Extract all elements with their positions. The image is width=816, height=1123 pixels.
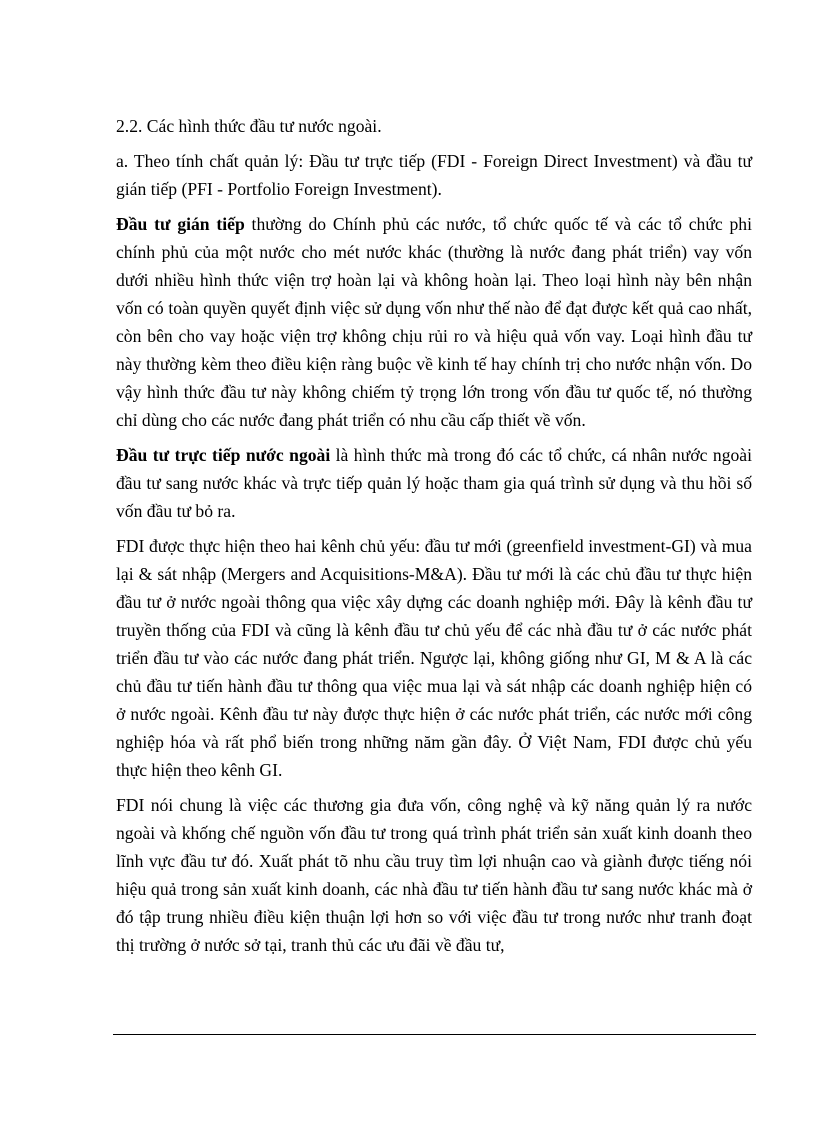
indirect-investment-text: thường do Chính phủ các nước, tổ chức quốc tế và các tổ chức phi chính phủ của một nước cho mét nước khác (thường là nước đang phát triển) vay vốn dưới nhiều hình thức viện trợ hoàn lại và không hoàn lại. Theo loại hình này bên nhận vốn có toàn quyền quyết định việc sử dụng vốn như thế nào để đạt được kết quả cao nhất, còn bên cho vay hoặc viện trợ không chịu rủi ro và hiệu quả vốn vay. Loại hình đầu tư này thường kèm theo điều kiện ràng buộc về kinh tế hay chính trị cho nước nhận vốn. Do vậy hình thức đầu tư này không chiếm tỷ trọng lớn trong vốn đầu tư quốc tế, nó thường chỉ dùng cho các nước đang phát triển có nhu cầu cấp thiết về vốn.: [116, 214, 752, 430]
paragraph-management-type: a. Theo tính chất quản lý: Đầu tư trực tiếp (FDI - Foreign Direct Investment) và đầu tư gián tiếp (PFI - Portfolio Foreign Investment).: [116, 151, 752, 199]
paragraph-indirect-investment: [116, 210, 752, 434]
paragraph-fdi-general: FDI nói chung là việc các thương gia đưa vốn, công nghệ và kỹ năng quản lý ra nước ngoài và khống chế nguồn vốn đầu tư trong quá trình phát triển sản xuất kinh doanh theo lĩnh vực đầu tư đó. Xuất phát tõ nhu cầu truy tìm lợi nhuận cao và giành được tiếng nói hiệu quả trong sản xuất kinh doanh, các nhà đầu tư tiến hành đầu tư sang nước khác mà ở đó tập trung nhiều điều kiện thuận lợi hơn so với việc đầu tư trong nước như tranh đoạt thị trường ở nước sở tại, tranh thủ các ưu đãi về đầu tư,: [116, 795, 752, 955]
term-indirect-investment: Đầu tư gián tiếp: [116, 214, 245, 234]
paragraph-fdi-channels: FDI được thực hiện theo hai kênh chủ yếu: đầu tư mới (greenfield investment-GI) và mua lại & sát nhập (Mergers and Acquisitions-M&A). Đầu tư mới là các chủ đầu tư thực hiện đầu tư ở nước ngoài thông qua việc xây dựng các doanh nghiệp mới. Đây là kênh đầu tư truyền thống của FDI và cũng là kênh đầu tư chủ yếu để các nhà đầu tư ở các nước phát triển đầu tư vào các nước đang phát triển. Ngược lại, không giống như GI, M & A là các chủ đầu tư tiến hành đầu tư thông qua việc mua lại và sát nhập các doanh nghiệp hiện có ở nước ngoài. Kênh đầu tư này được thực hiện ở các nước phát triển, các nước mới công nghiệp hóa và rất phổ biến trong những năm gần đây. Ở Việt Nam, FDI được chủ yếu thực hiện theo kênh GI.: [116, 536, 752, 780]
document-page: [116, 112, 752, 966]
footer-divider: [113, 1034, 756, 1035]
term-direct-investment: Đầu tư trực tiếp nước ngoài: [116, 445, 331, 465]
section-heading: 2.2. Các hình thức đầu tư nước ngoài.: [116, 116, 382, 136]
paragraph-direct-investment: [116, 441, 752, 525]
direct-investment-text: là hình thức mà trong đó các tổ chức, cá nhân nước ngoài đầu tư sang nước khác và trực tiếp quản lý hoặc tham gia quá trình sử dụng và thu hồi số vốn đầu tư bỏ ra.: [116, 445, 752, 521]
